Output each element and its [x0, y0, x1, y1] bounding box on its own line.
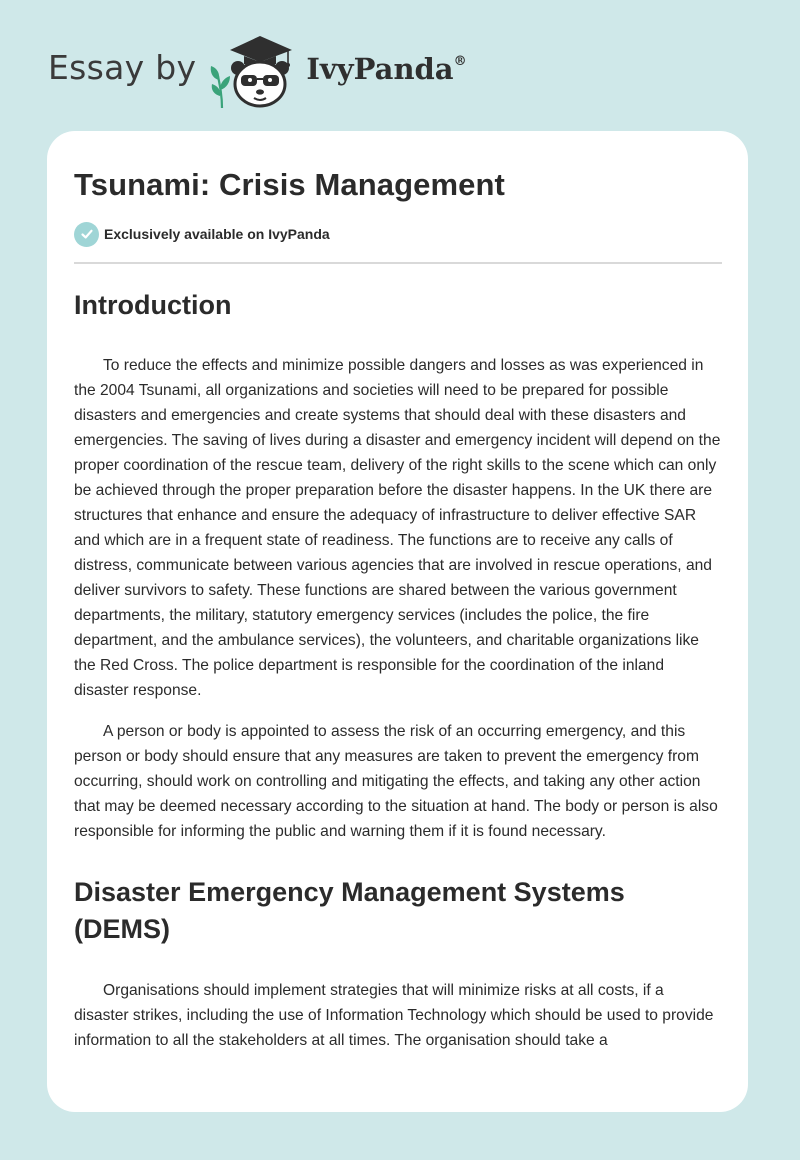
section-heading: Disaster Emergency Management Systems (DEMS) [74, 877, 625, 944]
paragraph: Organisations should implement strategies that will minimize risks at all costs, if a disaster strikes, including the use of Information Technology which should be used to provide information to all the stakeholders at all times. The organisation should take a [74, 982, 714, 1049]
check-circle-icon [74, 222, 99, 247]
leaf-icon [211, 66, 230, 108]
brand-header[interactable] [48, 30, 467, 110]
page-title: Tsunami: Crisis Management [74, 167, 505, 202]
exclusive-badge [74, 221, 722, 247]
paragraph: To reduce the effects and minimize possible dangers and losses as was experienced in the 2004 Tsunami, all organizations and societies will need to be prepared for possible disasters and emergencies and create systems that should deal with these disasters and emergencies. The saving of lives during a disaster and emergency incident will depend on the proper coordination of the rescue team, delivery of the right skills to the scene which can only be achieved through the proper preparation before the disaster happens. In the UK there are structures that enhance and ensure the adequacy of infrastructure to deliver effective SAR and which are in a frequent state of readiness. The functions are to receive any calls of distress, communicate between various agencies that are involved in rescue operations, and deliver survivors to safety. These functions are shared between the various government departments, the military, statutory emergency services (includes the police, the fire department, and the ambulance services), the volunteers, and charitable organizations like the Red Cross. The police department is responsible for the coordination of the inland disaster response. [74, 357, 721, 699]
trademark-mark: ® [453, 54, 467, 69]
paragraph: A person or body is appointed to assess the risk of an occurring emergency, and this person or body should ensure that any measures are taken to prevent the emergency from occurring, should work on controlling and mitigating the effects, and taking any other action that may be deemed necessary according to the situation at hand. The body or person is also responsible for informing the public and warning them if it is found necessary. [74, 723, 718, 840]
brand-name: IvyPanda® [306, 52, 467, 86]
exclusive-badge-text: Exclusively available on IvyPanda [104, 226, 330, 242]
section-heading: Introduction [74, 290, 232, 320]
essay-card [47, 131, 748, 1112]
panda-logo-icon [208, 30, 300, 110]
section-introduction [74, 288, 722, 844]
brand-prefix: Essay by [48, 47, 197, 87]
divider [74, 262, 722, 264]
section-dems [74, 874, 722, 1053]
